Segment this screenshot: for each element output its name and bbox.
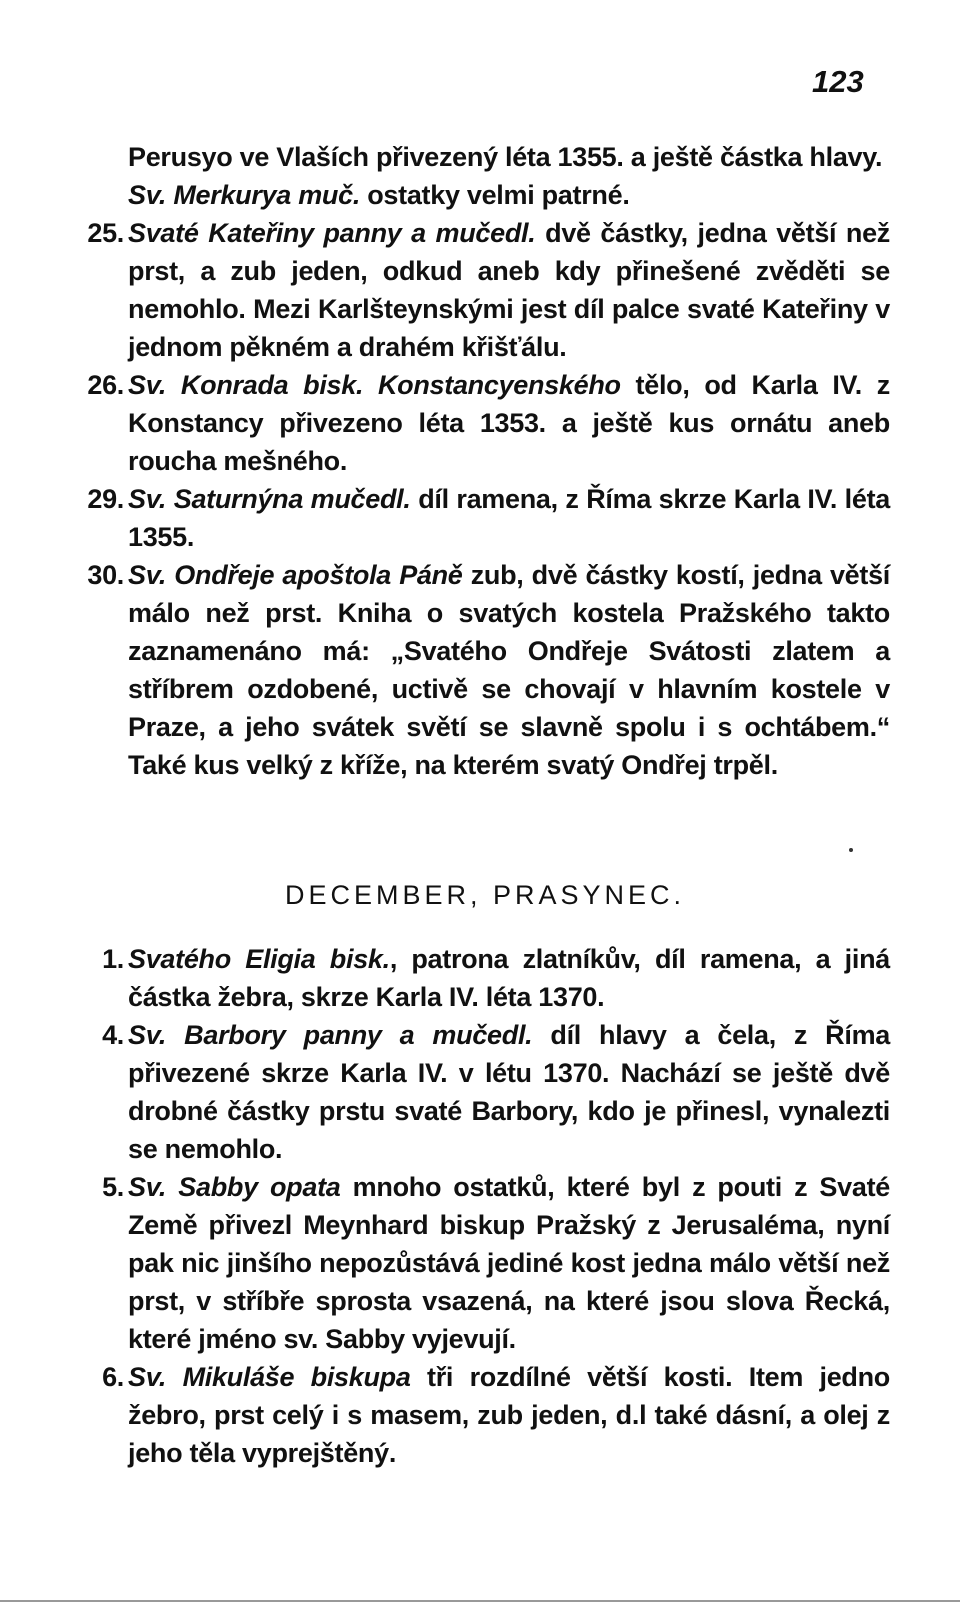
saint-name: Sv. Mikuláše biskupa: [128, 1362, 411, 1392]
day-number: 30.: [87, 560, 124, 590]
page-number: 123: [812, 64, 864, 99]
page-edge-line: [0, 1600, 960, 1602]
entry-4: [80, 1016, 890, 1168]
saint-name: Sv. Ondřeje apoštola Páně: [128, 560, 463, 590]
entry-26: [80, 366, 890, 480]
november-entries: [80, 138, 890, 784]
entry-continuation: [80, 138, 890, 176]
saint-name: Svatého Eligia bisk.: [128, 944, 390, 974]
entry-5: [80, 1168, 890, 1358]
day-number: 1.: [102, 944, 124, 974]
entry-30: [80, 556, 890, 784]
entry-29: [80, 480, 890, 556]
entry-text: ostatky velmi patrné.: [360, 180, 630, 210]
entry-text: díl ramena, z Říma skrze Karla IV. léta 1355.: [128, 484, 890, 552]
saint-name: Sv. Barbory panny a mučedl.: [128, 1020, 533, 1050]
saint-origin: Konstancyenského: [377, 370, 621, 400]
saint-name: Svaté Kateřiny panny a mučedl.: [128, 218, 536, 248]
entry-6: [80, 1358, 890, 1472]
day-number: 4.: [102, 1020, 124, 1050]
entry-text: tři rozdílné větší kosti. Item jedno žebro, prst celý i s masem, zub jeden, d.l také dásní, a olej z jeho těla vyprejštěný.: [128, 1362, 890, 1468]
saint-name: Sv. Saturnýna mučedl.: [128, 484, 411, 514]
saint-name: Sv. Konrada bisk.: [128, 370, 364, 400]
entry-text: tělo, od Karla IV. z Konstancy přivezeno léta 1353. a ještě kus ornátu aneb roucha mešného.: [128, 370, 890, 476]
entry-1: [80, 940, 890, 1016]
entry-text: dvě částky, jedna větší než prst, a zub jeden, odkud aneb kdy přinešené zvěděti se nemohlo. Mezi Karlšteynskými jest díl palce svaté Kateřiny v jednom pěkném a drahém křišťálu.: [128, 218, 890, 362]
day-number: 6.: [102, 1362, 124, 1392]
saint-name: Sv. Merkurya muč.: [128, 180, 361, 210]
saint-name: Sv. Sabby opata: [128, 1172, 341, 1202]
day-number: 26.: [87, 370, 124, 400]
december-entries: [80, 940, 890, 1472]
name-gap: [363, 370, 378, 400]
entry-text: mnoho ostatků, které byl z pouti z Svaté Země přivezl Meynhard biskup Pražský z Jerusaléma, nyní pak nic jinšího nepozůstává jediné kost jedna málo větší než prst, v stříbře sprosta vsazená, na které jsou slova Řecká, které jméno sv. Sabby vyjevují.: [128, 1172, 890, 1354]
entry-text: zub, dvě částky kostí, jedna větší málo než prst. Kniha o svatých kostela Pražského takto zaznamenáno má: „Svatého Ondřeje Svátosti zlatem a stříbrem ozdobené, uctivě se chovají v hlavním kostele v Praze, a jeho svátek světí se slavně spolu i s ochtábem.“ Také kus velký z kříže, na kterém svatý Ondřej trpěl.: [128, 560, 891, 780]
day-number: 5.: [102, 1172, 124, 1202]
day-number: 29.: [87, 484, 124, 514]
speck-mark: [849, 848, 853, 852]
entry-text: , patrona zlatníkův, díl ramena, a jiná částka žebra, skrze Karla IV. léta 1370.: [128, 944, 890, 1012]
entry-merkurya: [80, 176, 890, 214]
entry-25: [80, 214, 890, 366]
entry-text: Perusyo ve Vlaších přivezený léta 1355. a ještě částka hlavy.: [128, 142, 883, 172]
month-heading: DECEMBER, PRASYNEC.: [284, 880, 686, 910]
day-number: 25.: [87, 218, 124, 248]
entry-text: díl hlavy a čela, z Říma přivezené skrze Karla IV. v létu 1370. Nachází se ještě dvě drobné částky prstu svaté Barbory, kdo je přinesl, vynalezti se nemohlo.: [128, 1020, 890, 1164]
